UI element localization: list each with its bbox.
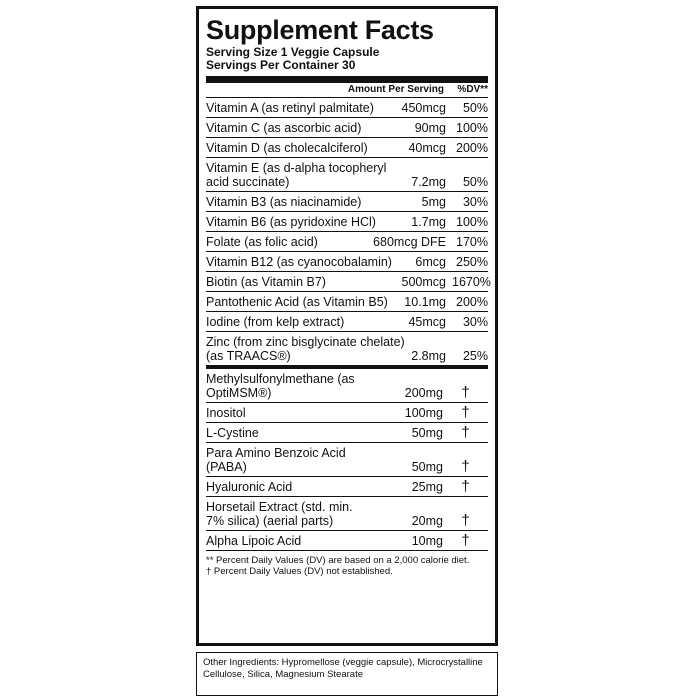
nutrient-row [206, 423, 488, 443]
nutrient-amount: 5mg [421, 195, 446, 209]
amount-header: Amount Per Serving [347, 84, 444, 95]
footnote-dv-not-established: † Percent Daily Values (DV) not established. [206, 566, 393, 577]
nutrient-amount: 90mg [414, 121, 446, 135]
footnotes [206, 551, 488, 577]
nutrient-dv: † [461, 512, 470, 529]
nutrient-amount: 45mcg [408, 315, 446, 329]
nutrient-amount: 500mcg [401, 275, 446, 289]
nutrient-name: Vitamin C (as ascorbic acid) [206, 121, 362, 135]
nutrient-name: Zinc (from zinc bisglycinate chelate) (as TRAACS®) [206, 335, 405, 363]
nutrient-name: Vitamin B6 (as pyridoxine HCl) [206, 215, 376, 229]
nutrient-dv: 250% [456, 255, 488, 269]
nutrient-name: Alpha Lipoic Acid [206, 534, 302, 548]
nutrient-row [206, 272, 491, 292]
nutrient-amount: 10mg [411, 534, 443, 548]
nutrient-row [206, 232, 488, 252]
supplement-facts-panel [196, 6, 498, 646]
nutrient-dv: 30% [462, 195, 488, 209]
nutrient-row [206, 158, 488, 192]
nutrient-row [206, 252, 488, 272]
nutrient-row [206, 212, 488, 232]
nutrient-row [206, 332, 488, 369]
nutrient-dv: 50% [462, 175, 488, 189]
nutrient-dv: 100% [456, 215, 488, 229]
nutrient-name: Biotin (as Vitamin B7) [206, 275, 326, 289]
nutrient-dv: 25% [462, 349, 488, 363]
nutrient-amount: 25mg [411, 480, 443, 494]
nutrient-dv: † [461, 424, 470, 441]
nutrient-dv: 30% [462, 315, 488, 329]
nutrient-dv: † [461, 458, 470, 475]
nutrient-row [206, 531, 488, 551]
nutrient-row [206, 403, 488, 423]
nutrient-name: Inositol [206, 406, 246, 420]
nutrient-amount: 6mcg [415, 255, 446, 269]
nutrient-name: Vitamin B3 (as niacinamide) [206, 195, 362, 209]
nutrient-row [206, 497, 488, 531]
nutrient-amount: 40mcg [408, 141, 446, 155]
nutrient-rows-other [206, 369, 488, 551]
nutrient-amount: 200mg [404, 386, 443, 400]
thick-divider [206, 76, 488, 83]
nutrient-name: Vitamin A (as retinyl palmitate) [206, 101, 374, 115]
nutrient-row [206, 312, 488, 332]
nutrient-amount: 10.1mg [404, 295, 446, 309]
nutrient-name: Folate (as folic acid) [206, 235, 318, 249]
serving-size: Serving Size 1 Veggie Capsule [206, 45, 380, 59]
nutrient-amount: 20mg [411, 514, 443, 528]
nutrient-dv: 50% [462, 101, 488, 115]
nutrient-name: Vitamin B12 (as cyanocobalamin) [206, 255, 392, 269]
nutrient-dv: 200% [456, 295, 488, 309]
nutrient-name: Pantothenic Acid (as Vitamin B5) [206, 295, 388, 309]
servings-per-container: Servings Per Container 30 [206, 58, 356, 72]
nutrient-rows-dv [206, 98, 491, 369]
nutrient-name: Vitamin E (as d-alpha tocopheryl acid succinate) [206, 161, 387, 189]
nutrient-dv: 170% [456, 235, 488, 249]
nutrient-name: Para Amino Benzoic Acid (PABA) [206, 446, 346, 474]
footnote-dv-basis: ** Percent Daily Values (DV) are based on a 2,000 calorie diet. [206, 555, 470, 566]
other-ingredients-text: Other Ingredients: Hypromellose (veggie capsule), Microcrystalline Cellulose, Silica, Magnesium Stearate [203, 657, 483, 680]
nutrient-name: Horsetail Extract (std. min. 7% silica) (aerial parts) [206, 500, 353, 528]
nutrient-amount: 7.2mg [411, 175, 446, 189]
nutrient-row [206, 477, 488, 497]
nutrient-name: L-Cystine [206, 426, 259, 440]
nutrient-dv: † [461, 404, 470, 421]
nutrient-name: Vitamin D (as cholecalciferol) [206, 141, 368, 155]
nutrient-row [206, 192, 488, 212]
nutrient-dv: 200% [456, 141, 488, 155]
nutrient-dv: † [461, 532, 470, 549]
column-header [206, 83, 488, 98]
nutrient-dv: 1670% [452, 275, 491, 289]
nutrient-amount: 50mg [411, 426, 443, 440]
nutrient-amount: 2.8mg [411, 349, 446, 363]
nutrient-amount: 100mg [404, 406, 443, 420]
nutrient-row [206, 443, 488, 477]
nutrient-row [206, 369, 488, 403]
nutrient-amount: 680mcg DFE [373, 235, 446, 249]
nutrient-amount: 1.7mg [411, 215, 446, 229]
nutrient-row [206, 292, 488, 312]
dv-header: %DV** [457, 84, 488, 95]
nutrient-row [206, 118, 488, 138]
nutrient-dv: † [461, 384, 470, 401]
other-ingredients-box [196, 652, 498, 696]
nutrient-dv: 100% [456, 121, 488, 135]
nutrient-row [206, 138, 488, 158]
nutrient-amount: 50mg [411, 460, 443, 474]
nutrient-name: Methylsulfonylmethane (as OptiMSM®) [206, 372, 355, 400]
panel-title: Supplement Facts [206, 15, 434, 45]
nutrient-name: Hyaluronic Acid [206, 480, 293, 494]
nutrient-row [206, 98, 488, 118]
nutrient-dv: † [461, 478, 470, 495]
nutrient-amount: 450mcg [401, 101, 446, 115]
nutrient-name: Iodine (from kelp extract) [206, 315, 345, 329]
